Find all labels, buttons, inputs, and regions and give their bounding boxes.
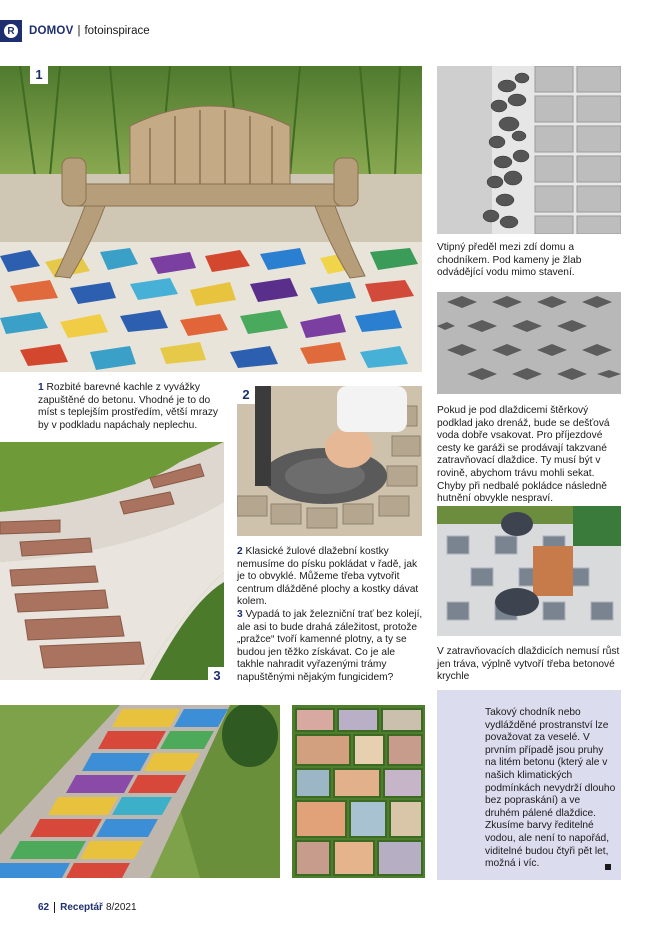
photo-granite-setts xyxy=(237,386,422,536)
caption-3 xyxy=(237,609,423,685)
page-header xyxy=(0,20,150,42)
header-separator: | xyxy=(77,25,81,37)
page-footer xyxy=(38,902,137,913)
caption-grass-pavers: Pokud je pod dlaždicemi štěrkový podklad jako drenáž, bude se dešťová voda dobře vsakovat. Pro příjezdové cesty ke garáži se prodávají takzvané zatravňovací dlaždice. Ty musí být v rovině, abychom trávu mohli sekat. Chyby při nedbalé pokládce následně hutnění obvykle nespraví. xyxy=(437,405,610,505)
photo-stone-border xyxy=(437,66,621,234)
caption-1-number: 1 xyxy=(38,382,44,393)
caption-3-text: Vypadá to jak železniční trať bez kolejí, ale asi to bude drahá záležitost, protože „pražce“ tvoří kamenné plotny, a ty se budou jen těžko získávat. Co je ale takhle nahradit vyřazenými trámy napuštěnými nějakým fungicidem? xyxy=(237,609,423,683)
caption-1-text: Rozbité barevné kachle z vyvážky zapuštěné do betonu. Vhodné je to do míst s teplejším prostředím, větší mrazy by v podkladu napáchaly neplechu. xyxy=(38,382,219,431)
magazine-logo-icon: R xyxy=(4,24,18,38)
caption-2 xyxy=(237,546,423,609)
photo-number-2: 2 xyxy=(237,386,255,404)
subsection-title: fotoinspirace xyxy=(84,25,150,37)
section-title: DOMOV xyxy=(29,25,74,37)
caption-2-number: 2 xyxy=(237,546,243,557)
magazine-name: Receptář xyxy=(60,902,103,913)
photo-fired-tiles xyxy=(292,705,425,878)
photo-stone-path xyxy=(0,442,224,680)
photo-grass-pavers xyxy=(437,292,621,394)
callout-box xyxy=(437,690,621,880)
footer-divider xyxy=(54,902,55,913)
header-bar xyxy=(0,20,22,42)
photo-number-1: 1 xyxy=(30,66,48,84)
callout-text: Takový chodník nebo vydlážděné prostranství lze považovat za veselé. V prvním případě jsou pruhy na litém betonu (který ale v našich klimatických podmínkách nevydrží dlouho bez popraskání) a ve druhém pálené dlaždice. Zkusíme barvy ředitelné vodou, ale není to napořád, viditelné budou čtyři pět let, možná i víc. xyxy=(485,707,616,870)
photo-bench-mosaic xyxy=(0,66,422,372)
issue-number: 8/2021 xyxy=(105,902,137,913)
caption-stone-border: Vtipný předěl mezi zdí domu a chodníkem. Pod kameny je žlab odvádějící vodu mimo stavení. xyxy=(437,242,582,279)
caption-3-number: 3 xyxy=(237,609,243,620)
photo-number-3: 3 xyxy=(208,667,224,680)
caption-2-text: Klasické žulové dlažební kostky nemusíme do písku pokládat v řadě, jak je to obvyklé. Můžeme třeba vytvořit centrum dlážděné plochy a kostky dávat kolem. xyxy=(237,546,419,608)
photo-paver-cubes xyxy=(437,506,621,636)
page-number: 62 xyxy=(38,902,50,913)
end-mark-icon xyxy=(605,864,611,870)
caption-1 xyxy=(38,382,222,432)
photo-painted-path xyxy=(0,705,280,878)
caption-paver-cubes: V zatravňovacích dlaždicích nemusí růst jen tráva, výplně vytvoří třeba betonové krychle xyxy=(437,646,620,683)
